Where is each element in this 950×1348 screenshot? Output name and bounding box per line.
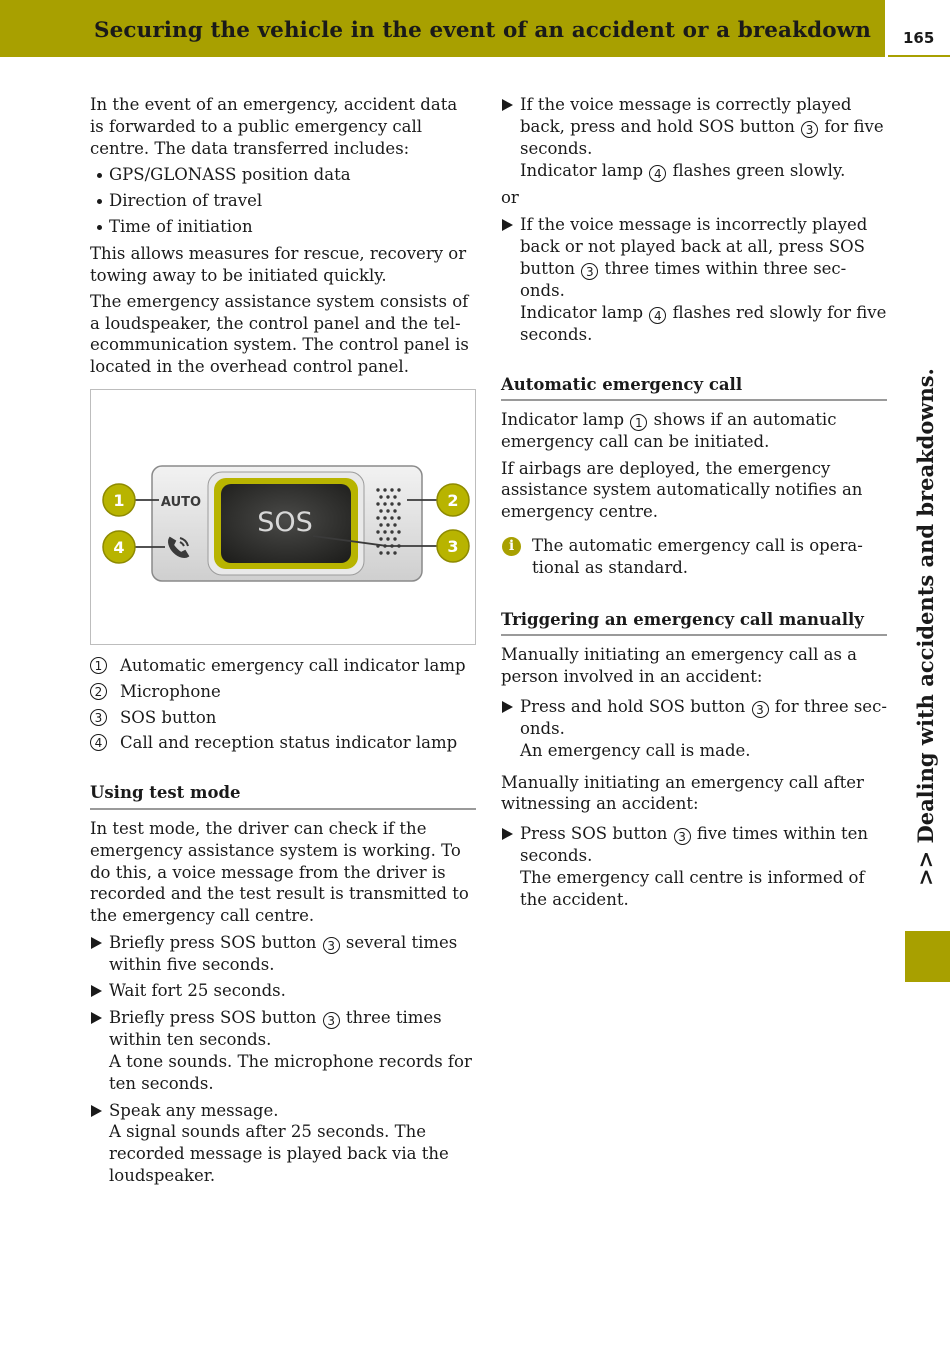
step-item xyxy=(90,980,476,1002)
step-item xyxy=(90,1100,476,1187)
figure-legend xyxy=(90,655,476,754)
step-result xyxy=(520,160,887,182)
step-result xyxy=(520,302,887,346)
info-icon: i xyxy=(502,537,521,556)
step-text: Press and hold SOS button xyxy=(520,697,746,717)
manual-involved-steps xyxy=(501,696,887,762)
intro-paragraph: In the event of an emergency, accident data is forwarded to a public emergency call centre. The data transferred includes: xyxy=(90,95,458,158)
callout-2 xyxy=(437,484,469,516)
control-panel-figure xyxy=(90,389,476,645)
step-text: If the voice message is incorrectly played back or not played back at all, press SOS button xyxy=(520,215,868,278)
voice-check-steps-alt xyxy=(501,214,887,345)
step-text: If the voice message is correctly played back, press and hold SOS button xyxy=(520,95,852,136)
legend-text: Automatic emergency call indicator lamp xyxy=(120,656,466,676)
step-text: Briefly press SOS button xyxy=(109,932,317,952)
legend-text: Call and reception status indicator lamp xyxy=(120,733,458,753)
callout-1 xyxy=(103,484,135,516)
callout-4 xyxy=(103,531,135,563)
legend-item xyxy=(90,732,476,754)
step-item xyxy=(501,696,887,762)
transferred-data-list xyxy=(90,164,476,238)
legend-number: 3 xyxy=(90,709,107,726)
step-text: Press SOS button xyxy=(520,824,668,844)
svg-text:2: 2 xyxy=(447,491,459,511)
legend-item xyxy=(90,681,476,703)
step-item xyxy=(90,932,476,976)
legend-number: 1 xyxy=(90,657,107,674)
step-text: three times within three sec-onds. xyxy=(520,258,847,300)
sos-label: SOS xyxy=(257,507,313,539)
ref-number: 3 xyxy=(801,121,818,138)
test-mode-heading: Using test mode xyxy=(90,782,476,810)
manual-witness-paragraph: Manually initiating an emergency call after witnessing an accident: xyxy=(501,772,864,814)
svg-text:1: 1 xyxy=(113,491,125,511)
list-item: Time of initiation xyxy=(90,216,476,238)
callout-3 xyxy=(437,530,469,562)
left-column xyxy=(90,94,476,1193)
ref-number: 3 xyxy=(581,263,598,280)
step-result: An emergency call is made. xyxy=(520,740,751,760)
section-thumb-tab xyxy=(905,931,950,982)
test-mode-intro: In test mode, the driver can check if the emergency assistance system is working. To do this, a voice message from the driver is recorded and the test result is transmitted to the emergency call centre. xyxy=(90,819,469,926)
ref-number: 4 xyxy=(649,307,666,324)
header-divider xyxy=(888,55,950,57)
ref-number: 3 xyxy=(752,701,769,718)
control-panel-illustration xyxy=(91,390,475,644)
test-mode-steps xyxy=(90,932,476,1187)
rescue-paragraph: This allows measures for rescue, recovery or towing away to be initiated quickly. xyxy=(90,243,467,285)
ref-number: 1 xyxy=(630,414,647,431)
header-bar xyxy=(0,0,885,57)
step-text: Briefly press SOS button xyxy=(109,1008,317,1028)
legend-text: SOS button xyxy=(120,707,217,727)
step-item xyxy=(90,1007,476,1094)
step-result-text: Indicator lamp xyxy=(520,160,644,180)
step-result-text: Indicator lamp xyxy=(520,302,644,322)
manual-call-heading: Triggering an emergency call manually xyxy=(501,609,887,637)
or-separator: or xyxy=(501,187,519,207)
step-item xyxy=(501,214,887,345)
step-result: A signal sounds after 25 seconds. The recorded message is played back via the loudspeaker. xyxy=(109,1122,449,1185)
info-note-text: The automatic emergency call is opera-tional as standard. xyxy=(532,536,863,577)
paragraph-text: shows if an automatic emergency call can be initiated. xyxy=(501,410,837,452)
ref-number: 4 xyxy=(649,165,666,182)
step-text: Speak any message. xyxy=(109,1100,279,1120)
list-item: Direction of travel xyxy=(90,190,476,212)
ref-number: 3 xyxy=(323,937,340,954)
legend-number: 2 xyxy=(90,683,107,700)
list-item: GPS/GLONASS position data xyxy=(90,164,476,186)
step-result: A tone sounds. The microphone records for ten seconds. xyxy=(109,1051,472,1093)
step-result: The emergency call centre is informed of the accident. xyxy=(520,868,865,909)
step-text: three times within ten seconds. xyxy=(109,1008,442,1050)
paragraph-text: Indicator lamp xyxy=(501,410,625,430)
manual-witness-steps xyxy=(501,823,887,910)
legend-text: Microphone xyxy=(120,681,221,701)
section-side-label: >> Dealing with accidents and breakdowns. xyxy=(913,368,938,886)
automatic-call-heading: Automatic emergency call xyxy=(501,374,887,402)
step-text: several times within five seconds. xyxy=(109,932,458,974)
step-result-text: flashes green slowly. xyxy=(672,160,846,180)
manual-involved-paragraph: Manually initiating an emergency call as a person involved in an accident: xyxy=(501,645,858,687)
airbag-paragraph: If airbags are deployed, the emergency assistance system automatically notifies an emergency centre. xyxy=(501,458,863,522)
svg-text:4: 4 xyxy=(113,538,125,558)
step-result-text: flashes red slowly for five seconds. xyxy=(520,302,887,344)
step-text: for five seconds. xyxy=(520,116,884,158)
page-number: 165 xyxy=(903,29,935,47)
auto-label: AUTO xyxy=(160,495,202,511)
legend-number: 4 xyxy=(90,734,107,751)
legend-item xyxy=(90,655,476,677)
step-text: five times within ten seconds. xyxy=(520,824,869,866)
info-note xyxy=(501,535,887,579)
voice-check-steps xyxy=(501,94,887,182)
automatic-call-paragraph xyxy=(501,409,887,453)
ref-number: 3 xyxy=(323,1012,340,1029)
step-item xyxy=(501,823,887,910)
step-text: for three sec-onds. xyxy=(520,697,887,739)
system-paragraph: The emergency assistance system consists of a loudspeaker, the control panel and the tel-ecommunication system. The control panel is located in the overhead control panel. xyxy=(90,291,469,377)
step-item xyxy=(501,94,887,182)
ref-number: 3 xyxy=(674,828,691,845)
step-text: Wait fort 25 seconds. xyxy=(109,981,286,1001)
right-column xyxy=(501,94,887,917)
svg-text:3: 3 xyxy=(447,537,459,557)
legend-item xyxy=(90,707,476,729)
page-title: Securing the vehicle in the event of an accident or a breakdown xyxy=(93,18,871,43)
